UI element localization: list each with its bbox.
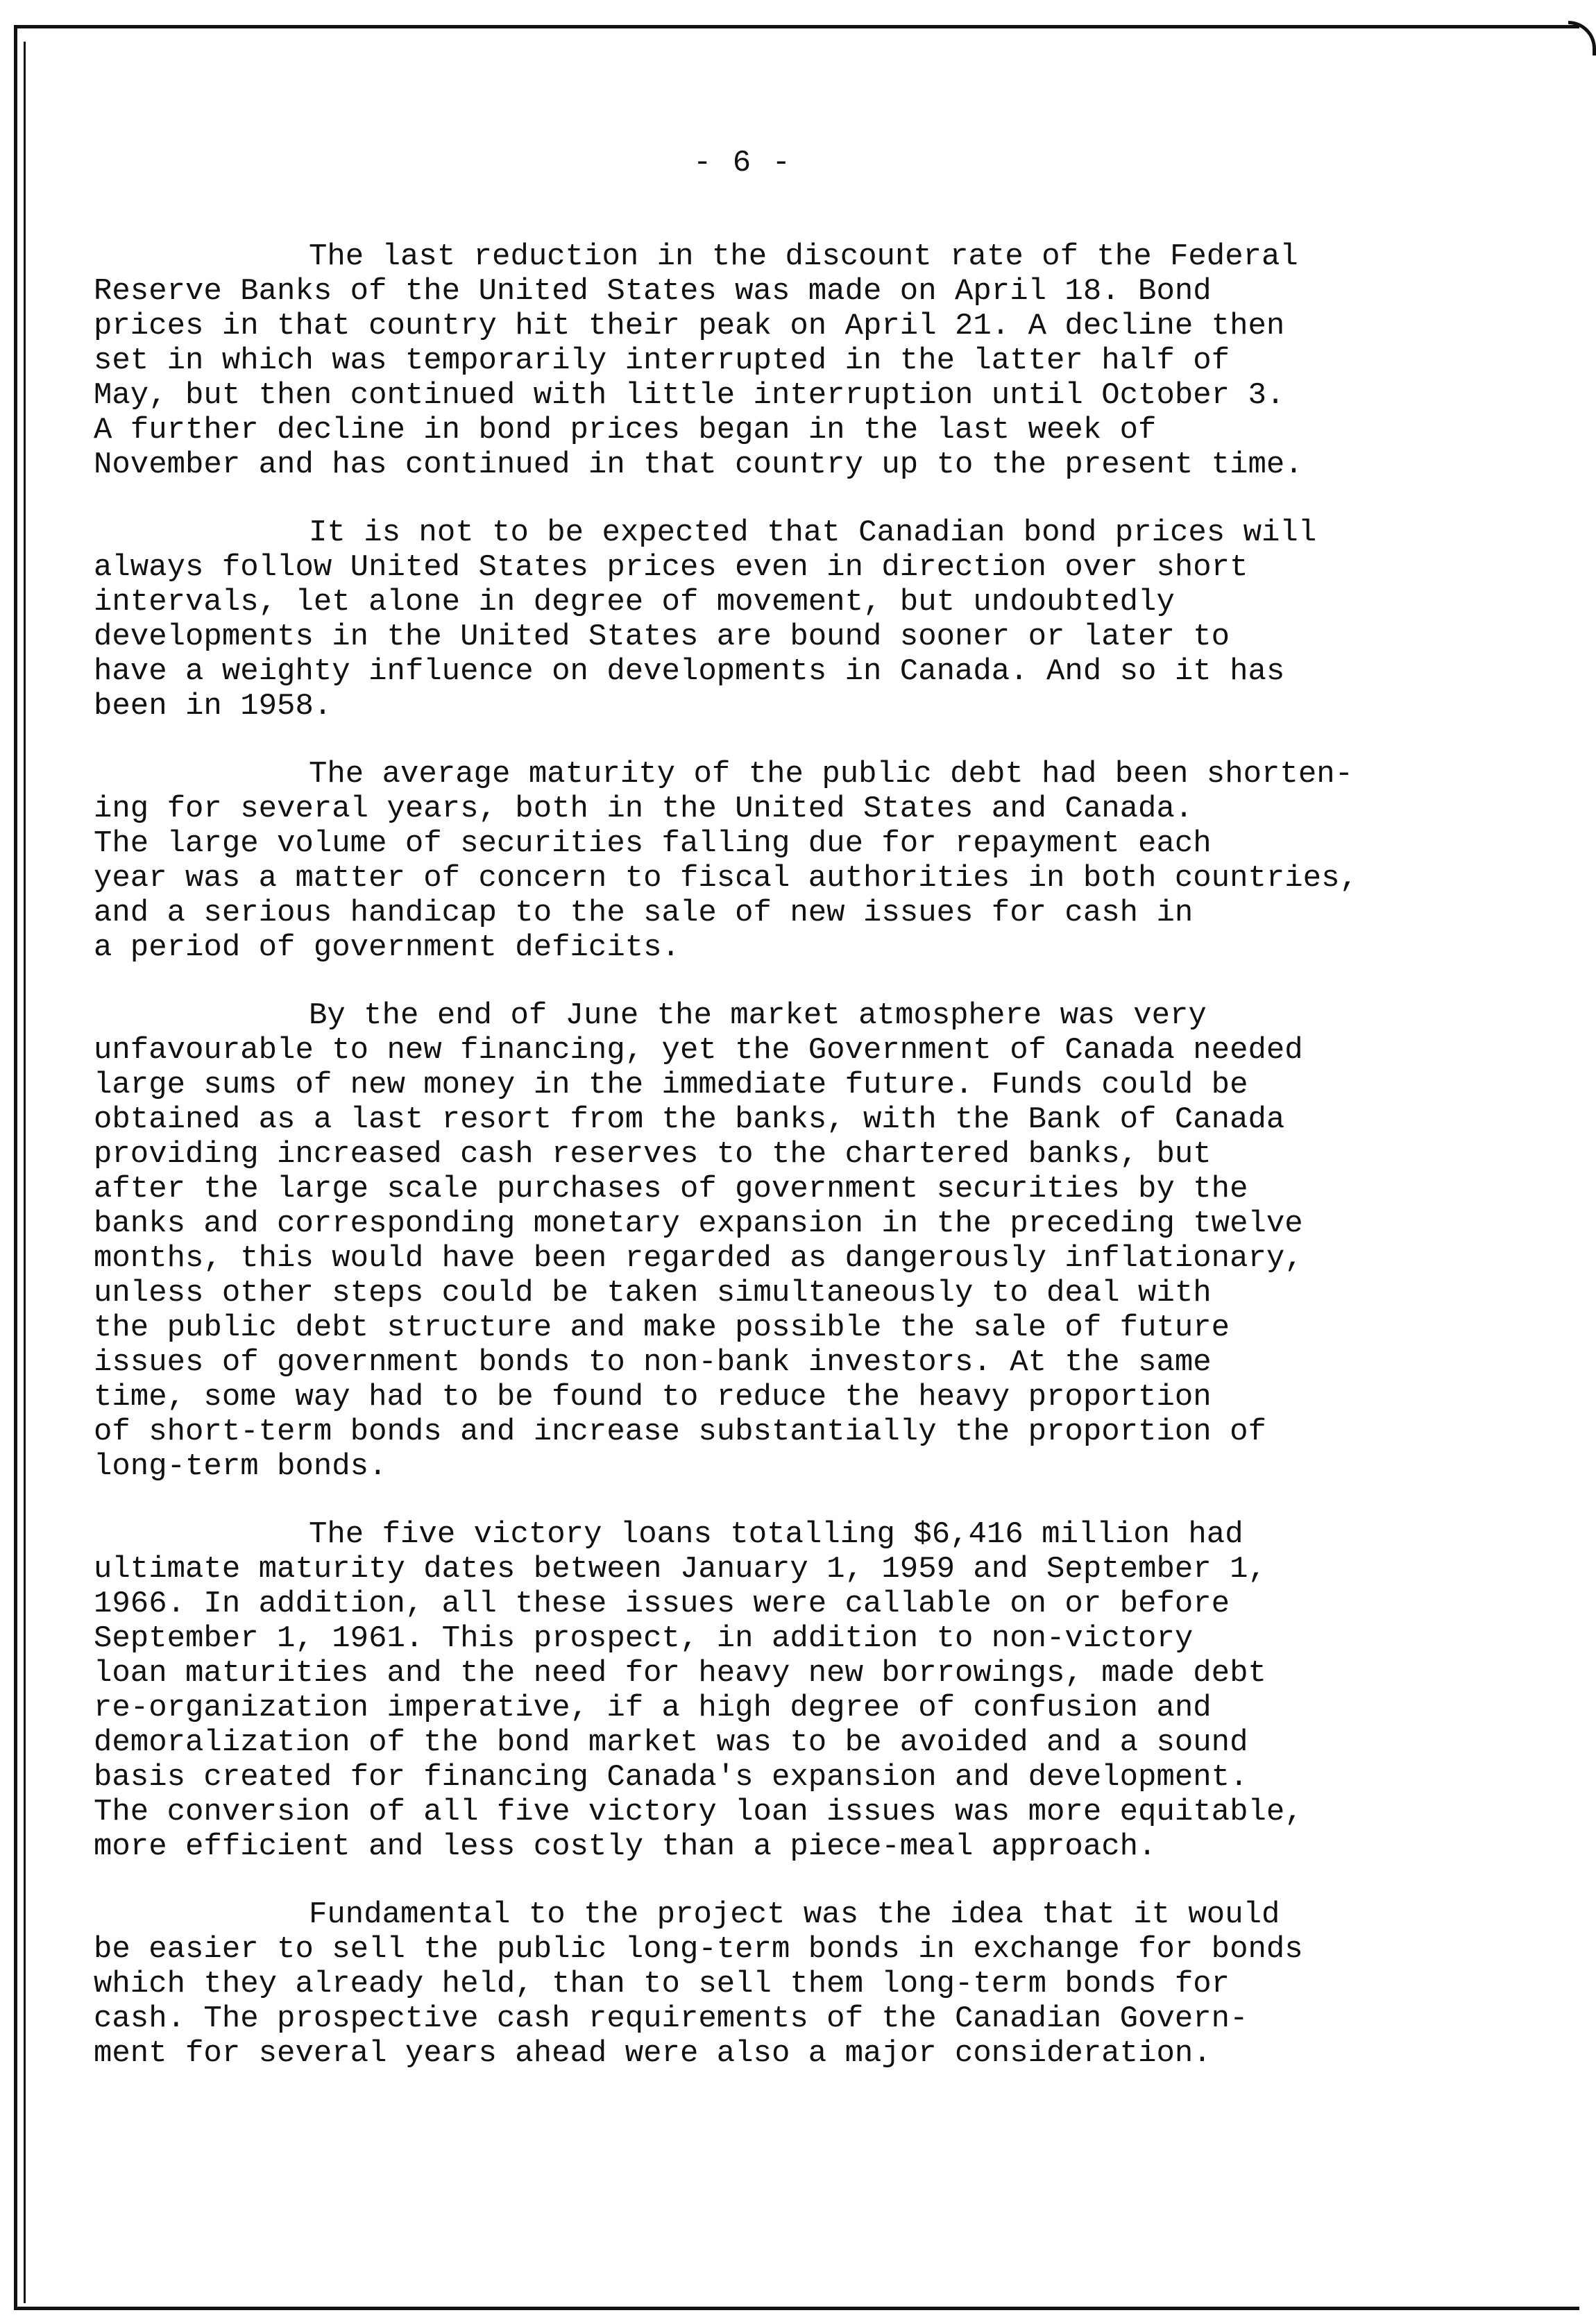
text-line: basis created for financing Canada's expansion and development. — [94, 1760, 1248, 1795]
text-line: intervals, let alone in degree of movement, but undoubtedly — [94, 585, 1175, 620]
text-line: The five victory loans totalling $6,416 million had — [309, 1517, 1243, 1552]
text-line: months, this would have been regarded as dangerously inflationary, — [94, 1241, 1303, 1276]
text-line: large sums of new money in the immediate future. Funds could be — [94, 1068, 1248, 1102]
text-line: which they already held, than to sell them long-term bonds for — [94, 1967, 1230, 2001]
text-line: providing increased cash reserves to the chartered banks, but — [94, 1137, 1212, 1172]
text-line: 1966. In addition, all these issues were callable on or before — [94, 1587, 1230, 1621]
text-line: issues of government bonds to non-bank investors. At the same — [94, 1345, 1212, 1380]
paragraph-3 — [94, 757, 1509, 965]
paragraph-4 — [94, 998, 1509, 1484]
text-line: A further decline in bond prices began in the last week of — [94, 413, 1157, 447]
text-line: ing for several years, both in the United States and Canada. — [94, 792, 1194, 826]
text-line: developments in the United States are bound sooner or later to — [94, 620, 1230, 654]
text-line: have a weighty influence on developments in Canada. And so it has — [94, 654, 1285, 689]
text-line: set in which was temporarily interrupted in the latter half of — [94, 343, 1230, 378]
text-line: banks and corresponding monetary expansion in the preceding twelve — [94, 1206, 1303, 1241]
text-line: always follow United States prices even in direction over short — [94, 550, 1248, 585]
text-line: been in 1958. — [94, 689, 332, 724]
text-line: May, but then continued with little interruption until October 3. — [94, 378, 1285, 413]
text-line: Fundamental to the project was the idea that it would — [309, 1897, 1280, 1932]
text-line: a period of government deficits. — [94, 930, 680, 965]
paragraph-5 — [94, 1517, 1509, 1864]
text-line: By the end of June the market atmosphere was very — [309, 998, 1207, 1033]
text-line: time, some way had to be found to reduce the heavy proportion — [94, 1380, 1212, 1415]
text-line: unfavourable to new financing, yet the Government of Canada needed — [94, 1033, 1303, 1068]
text-line: loan maturities and the need for heavy new borrowings, made debt — [94, 1656, 1266, 1691]
text-line: re-organization imperative, if a high degree of confusion and — [94, 1691, 1212, 1725]
text-line: unless other steps could be taken simultaneously to deal with — [94, 1276, 1212, 1310]
paragraph-2 — [94, 515, 1509, 724]
text-line: ment for several years ahead were also a major consideration. — [94, 2036, 1212, 2071]
text-line: the public debt structure and make possible the sale of future — [94, 1310, 1230, 1345]
text-line: September 1, 1961. This prospect, in addition to non-victory — [94, 1621, 1194, 1656]
text-line: cash. The prospective cash requirements of the Canadian Govern- — [94, 2001, 1248, 2036]
text-line: demoralization of the bond market was to be avoided and a sound — [94, 1725, 1248, 1760]
paragraph-6 — [94, 1897, 1509, 2071]
text-line: The last reduction in the discount rate of the Federal — [309, 239, 1298, 274]
text-line: Reserve Banks of the United States was made on April 18. Bond — [94, 274, 1212, 309]
text-line: and a serious handicap to the sale of new issues for cash in — [94, 896, 1194, 930]
text-line: ultimate maturity dates between January 1, 1959 and September 1, — [94, 1552, 1266, 1587]
page-border-inner-rule — [24, 42, 26, 2303]
paragraph-1 — [94, 239, 1509, 482]
text-line: The large volume of securities falling due for repayment each — [94, 826, 1212, 861]
text-line: obtained as a last resort from the banks, with the Bank of Canada — [94, 1102, 1285, 1137]
text-line: year was a matter of concern to fiscal authorities in both countries, — [94, 861, 1358, 896]
text-line: be easier to sell the public long-term bonds in exchange for bonds — [94, 1932, 1303, 1967]
page-number: - 6 - — [693, 146, 792, 180]
text-line: long-term bonds. — [94, 1449, 387, 1484]
text-line: after the large scale purchases of government securities by the — [94, 1172, 1248, 1206]
text-line: The average maturity of the public debt had been shorten- — [309, 757, 1354, 792]
page-corner-curl — [1568, 21, 1596, 55]
text-line: prices in that country hit their peak on April 21. A decline then — [94, 309, 1285, 343]
text-line: The conversion of all five victory loan issues was more equitable, — [94, 1795, 1303, 1829]
text-line: November and has continued in that country up to the present time. — [94, 447, 1303, 482]
document-body — [94, 239, 1509, 2104]
text-line: of short-term bonds and increase substantially the proportion of — [94, 1415, 1266, 1449]
text-line: more efficient and less costly than a piece-meal approach. — [94, 1829, 1157, 1864]
text-line: It is not to be expected that Canadian bond prices will — [309, 515, 1317, 550]
